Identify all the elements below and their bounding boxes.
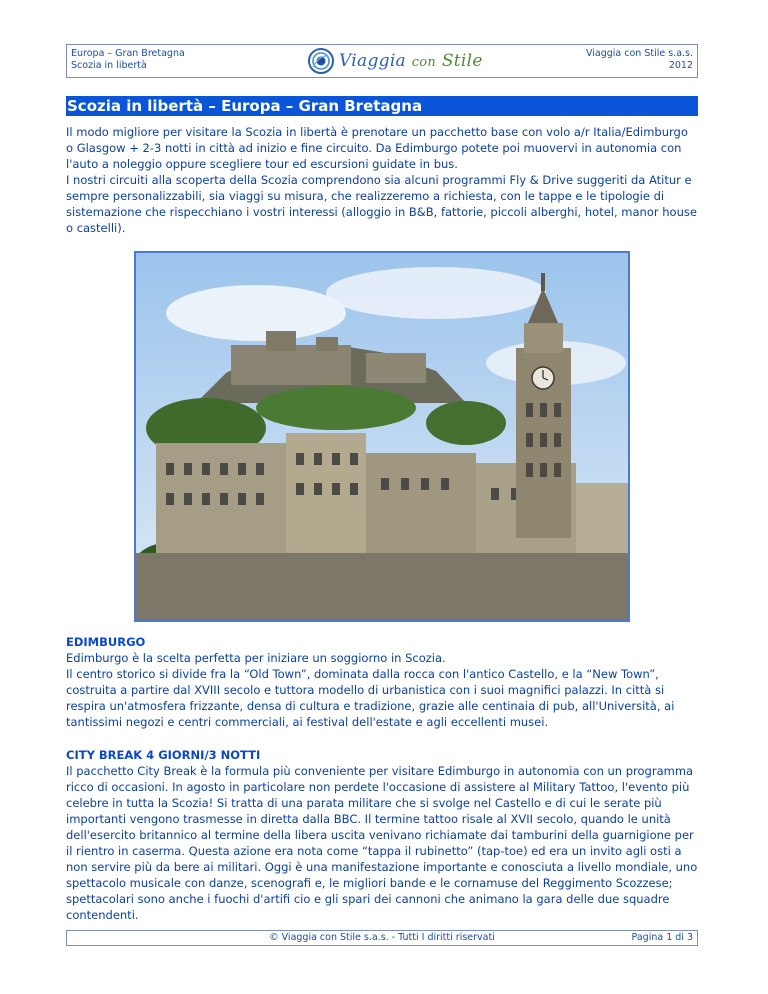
title-bar bbox=[66, 96, 698, 116]
header-right bbox=[586, 48, 693, 72]
logo-word-stile: Stile bbox=[441, 51, 483, 71]
section2-paragraph-1: Il pacchetto City Break è la formula più conveniente per visitare Edimburgo in autonomia con un programma ricco di occasioni. In agosto in particolare non perdete l'occasione di assistere al Military Tattoo, l'evento più celebre in tutta la Scozia! Si tratta di una parata militare che si svolge nel Castello e di cui le serate più importanti vengono trasmesse in diretta dalla BBC. Il termine tattoo risale al XVII secolo, quando le unità dell'esercito britannico al termine della libera uscita venivano richiamate dai tamburini della guarnigione per il rientro in caserma. Questa azione era nota come “tappa il rubinetto” (tap-toe) ed era un invito agli osti a non servire più da bere ai militari. Oggi è una manifestazione importante e conosciuta a livello mondiale, uno spettacolo musicale con danze, scenografi e, le migliori bande e le cornamuse del Reggimento Scozzese; spettacolari sono anche i fuochi d'artifi cio e gli spari dei cannoni che animano la gara delle due squadre contendenti. bbox=[66, 764, 698, 922]
footer-copyright: © Viaggia con Stile s.a.s. - Tutti I diritti riservati bbox=[269, 932, 495, 943]
page-footer bbox=[66, 930, 698, 946]
section1-paragraph-2: Il centro storico si divide fra la “Old Town”, dominata dalla rocca con l'antico Castello, e la “New Town”, costruita a partire dal XVIII secolo e tuttora modello di urbanistica con i suoi magnifici palazzi. In città si respira un'atmosfera frizzante, densa di cultura e tradizione, grazie alle centinaia di pub, all'Università, ai tantissimi negozi e centri commerciali, ai festival dell'estate e agli eccellenti musei. bbox=[66, 667, 675, 729]
header-left bbox=[71, 48, 185, 72]
intro-paragraph-1: Il modo migliore per visitare la Scozia in libertà è prenotare un pacchetto base con volo a/r Italia/Edimburgo o Glasgow + 2-3 notti in città ad inizio e fine circuito. Da Edimburgo potete poi muovervi in autonomia con l'auto a noleggio oppure scegliere tour ed escursioni guidate in bus. bbox=[66, 125, 688, 171]
logo-text bbox=[339, 51, 483, 71]
header-company: Viaggia con Stile s.a.s. bbox=[585, 48, 693, 59]
header-region: Europa – Gran Bretagna bbox=[71, 48, 185, 59]
page-title: Scozia in libertà – Europa – Gran Bretagna bbox=[67, 97, 423, 115]
header-year: 2012 bbox=[668, 60, 693, 71]
section-city-break bbox=[66, 747, 698, 923]
page-header bbox=[66, 44, 698, 78]
section-title-edimburgo: EDIMBURGO bbox=[66, 635, 146, 649]
section-title-city-break: CITY BREAK 4 GIORNI/3 NOTTI bbox=[66, 748, 261, 762]
section1-paragraph-1: Edimburgo è la scelta perfetta per iniziare un soggiorno in Scozia. bbox=[66, 651, 446, 665]
intro-text bbox=[66, 124, 698, 236]
header-subtitle: Scozia in libertà bbox=[71, 60, 147, 71]
company-logo bbox=[307, 46, 483, 76]
footer-page-number: Pagina 1 di 3 bbox=[631, 932, 693, 943]
section-edimburgo bbox=[66, 634, 698, 730]
edinburgh-skyline-image bbox=[136, 253, 628, 620]
logo-swirl-icon bbox=[307, 47, 335, 75]
logo-word-con: con bbox=[411, 55, 437, 70]
edinburgh-photo bbox=[134, 251, 630, 622]
intro-paragraph-2: I nostri circuiti alla scoperta della Scozia comprendono sia alcuni programmi Fly & Drive suggeriti da Atitur e sempre personalizzabili, sia viaggi su misura, che realizzeremo a richiesta, con le tappe e le tipologie di sistemazione che rispecchiano i vostri interessi (alloggio in B&B, fattorie, piccoli alberghi, hotel, manor house o castelli). bbox=[66, 173, 697, 235]
logo-word-viaggia: Viaggia bbox=[339, 51, 406, 71]
